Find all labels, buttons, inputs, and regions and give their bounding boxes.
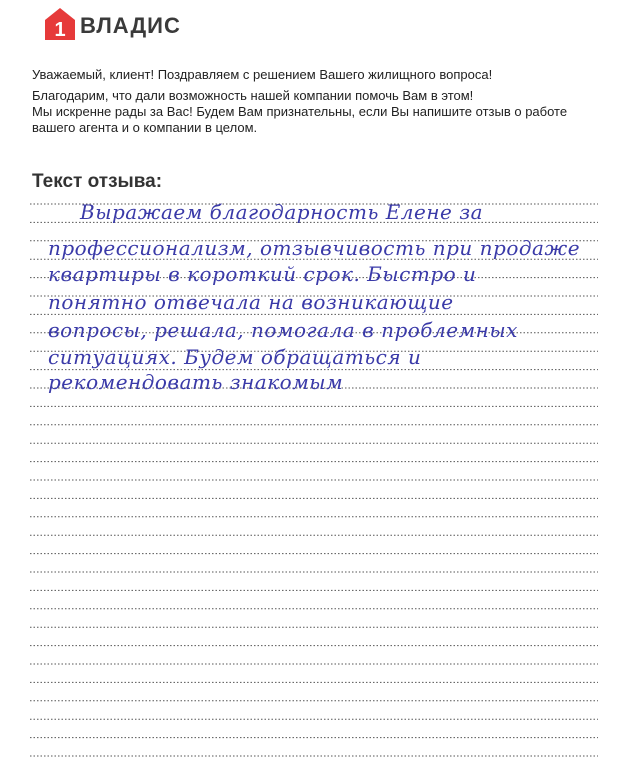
review-line: вопросы, решала, помогала в проблемных [48, 318, 518, 342]
review-title: Текст отзыва: [32, 171, 163, 192]
logo-text: ВЛАДИС [80, 13, 181, 38]
review-line: квартиры в короткий срок. Быстро и [48, 262, 477, 286]
review-line: ситуациях. Будем обращаться и [48, 345, 422, 369]
svg-text:1: 1 [54, 19, 66, 41]
review-line: рекомендовать знакомым [48, 370, 344, 394]
review-line: Выражаем благодарность Елене за [80, 200, 484, 224]
thanks-line: Благодарим, что дали возможность нашей компании помочь Вам в этом! [32, 88, 474, 103]
handwritten-review [28, 0, 618, 768]
request-line: Мы искренне рады за Вас! Будем Вам признательны, если Вы напишите отзыв о работе [32, 104, 568, 119]
greeting-line: Уважаемый, клиент! Поздравляем с решением Вашего жилищного вопроса! [32, 67, 493, 82]
review-line: профессионализм, отзывчивость при продаже [48, 236, 581, 260]
request-line-cont: вашего агента и о компании в целом. [32, 120, 258, 135]
review-line: понятно отвечала на возникающие [48, 290, 454, 314]
